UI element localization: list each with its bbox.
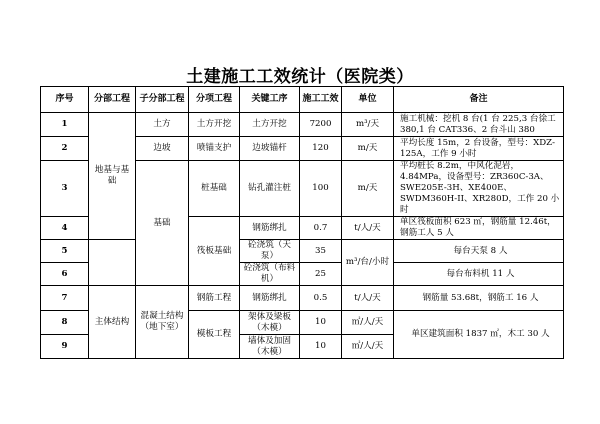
row-process: 砼浇筑（布料机） — [240, 263, 300, 286]
row-seq: 4 — [41, 217, 89, 240]
row-unit: t/人/天 — [342, 217, 394, 240]
header-process: 关键工序 — [240, 87, 300, 113]
header-row — [41, 87, 564, 113]
row-item: 土方开挖 — [189, 113, 240, 137]
row-unit: m/天 — [342, 137, 394, 161]
row-efficiency: 100 — [300, 161, 342, 217]
document-title: 土建施工工效统计（医院类） — [186, 67, 414, 87]
table-row — [41, 113, 564, 137]
item-pile: 桩基础 — [189, 161, 240, 217]
pour-unit: m³/台/小时 — [342, 240, 394, 286]
row-efficiency: 35 — [300, 240, 342, 263]
row-unit: t/人/天 — [342, 286, 394, 311]
item-rebar: 钢筋工程 — [189, 286, 240, 311]
header-division: 分部工程 — [89, 87, 136, 113]
row-process: 边坡锚杆 — [240, 137, 300, 161]
efficiency-table — [40, 86, 564, 359]
row-seq: 3 — [41, 161, 89, 217]
row-seq: 6 — [41, 263, 89, 286]
division-foundation: 地基与基础 — [89, 113, 136, 240]
row-seq: 1 — [41, 113, 89, 137]
row-efficiency: 0.5 — [300, 286, 342, 311]
row-seq: 7 — [41, 286, 89, 311]
row-efficiency: 10 — [300, 311, 342, 335]
header-item: 分项工程 — [189, 87, 240, 113]
row-remark: 平均长度 15m，2 台设备，型号：XDZ-125A，工作 9 小时 — [394, 137, 564, 161]
subdivision-base: 基础 — [136, 161, 189, 286]
subdivision-earthwork: 土方 — [136, 113, 189, 137]
division-structure-spacer — [89, 240, 136, 286]
row-remark: 施工机械：挖机 8 台(1 台 225,3 台徐工 380,1 台 CAT336、2 台斗山 380 — [394, 113, 564, 137]
table-row — [41, 286, 564, 311]
row-unit: ㎡/人/天 — [342, 335, 394, 359]
row-efficiency: 25 — [300, 263, 342, 286]
header-remark: 备注 — [394, 87, 564, 113]
item-raft: 筏板基础 — [189, 217, 240, 286]
subdivision-slope: 边坡 — [136, 137, 189, 161]
row-process: 墙体及加固（木模） — [240, 335, 300, 359]
row-process: 钢筋绑扎 — [240, 217, 300, 240]
row-process: 砼浇筑（天泵） — [240, 240, 300, 263]
row-process: 架体及梁板（木模） — [240, 311, 300, 335]
header-seq: 序号 — [41, 87, 89, 113]
division-structure: 主体结构 — [89, 286, 136, 359]
row-item: 喷锚支护 — [189, 137, 240, 161]
row-efficiency: 7200 — [300, 113, 342, 137]
row-efficiency: 120 — [300, 137, 342, 161]
row-process: 钢筋绑扎 — [240, 286, 300, 311]
header-efficiency: 施工工效 — [300, 87, 342, 113]
row-process: 土方开挖 — [240, 113, 300, 137]
row-process: 钻孔灌注桩 — [240, 161, 300, 217]
header-subdivision: 子分部工程 — [136, 87, 189, 113]
row-unit: m/天 — [342, 161, 394, 217]
row-unit: ㎡/人/天 — [342, 311, 394, 335]
row-efficiency: 10 — [300, 335, 342, 359]
row-remark: 每台天泵 8 人 — [394, 240, 564, 263]
subdivision-basement: 混凝土结构（地下室） — [136, 286, 189, 359]
row-seq: 8 — [41, 311, 89, 335]
row-remark: 钢筋量 53.68t，钢筋工 16 人 — [394, 286, 564, 311]
row-remark: 单区筏板面积 623 ㎡，钢筋量 12.46t，钢筋工人 5 人 — [394, 217, 564, 240]
header-unit: 单位 — [342, 87, 394, 113]
row-seq: 5 — [41, 240, 89, 263]
row-remark: 每台布料机 11 人 — [394, 263, 564, 286]
row-seq: 9 — [41, 335, 89, 359]
table-row — [41, 240, 564, 263]
formwork-remark: 单区建筑面积 1837 ㎡，木工 30 人 — [394, 311, 564, 359]
row-seq: 2 — [41, 137, 89, 161]
row-unit: m³/天 — [342, 113, 394, 137]
row-efficiency: 0.7 — [300, 217, 342, 240]
item-formwork: 模板工程 — [189, 311, 240, 359]
row-remark: 平均桩长 8.2m，中风化泥岩，4.84MPa，设备型号：ZR360C-3A、SWE205E-3H、XE400E、SWDM360H-II、XR280D，工作 20 小时 — [394, 161, 564, 217]
